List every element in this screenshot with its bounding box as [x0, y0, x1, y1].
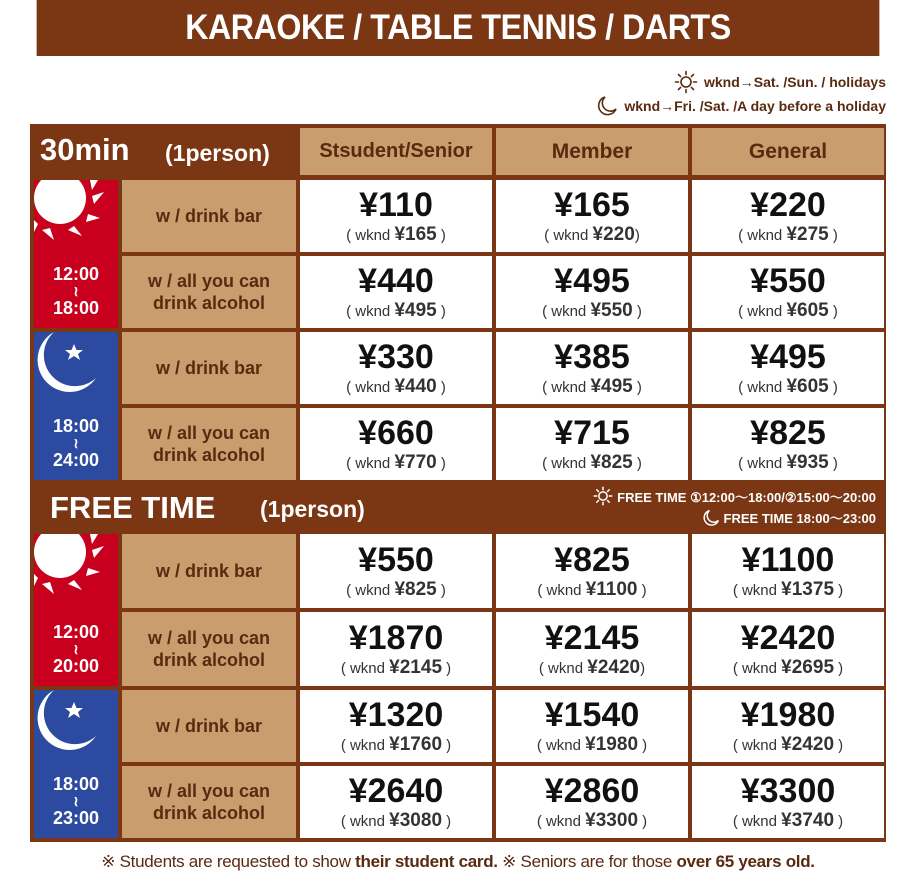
footer-bold-1: their student card.	[355, 852, 498, 871]
price: ¥495	[750, 337, 826, 376]
column-header-student: Stsudent/Senior	[300, 128, 492, 175]
legend-moon	[596, 95, 886, 117]
free-time-day-text: FREE TIME ①12:00～18:00/②15:00～20:00	[617, 489, 876, 505]
row-label-line1: w / all you can	[147, 781, 271, 801]
column-header-general: General	[692, 128, 884, 175]
price: ¥660	[358, 413, 434, 452]
price: ¥1870	[348, 618, 444, 657]
price-cell	[692, 690, 884, 762]
page-title: KARAOKE / TABLE TENNIS / DARTS	[37, 0, 880, 56]
weekend-price: ( wknd ¥440 )	[346, 375, 446, 397]
price: ¥440	[358, 261, 434, 300]
row-label-line2: drink alcohol	[152, 650, 265, 670]
time-start: 12:00	[52, 622, 100, 642]
weekend-price: ( wknd ¥495 )	[346, 299, 446, 321]
price-cell	[496, 332, 688, 404]
price: ¥330	[358, 337, 434, 376]
row-label-alcohol	[122, 766, 296, 838]
section2-title: FREE TIME	[50, 490, 216, 525]
sun-icon	[593, 486, 613, 506]
time-end: 24:00	[52, 450, 100, 470]
price-cell	[496, 690, 688, 762]
column-header-member: Member	[496, 128, 688, 175]
legend-moon-text: wknd→Fri. /Sat. /A day before a holiday	[624, 98, 886, 114]
weekend-price: ( wknd ¥3080 )	[340, 809, 452, 831]
price-cell	[300, 256, 492, 328]
row-label-drink-bar	[122, 690, 296, 762]
price-cell	[692, 180, 884, 252]
weekend-price: ( wknd ¥1375 )	[732, 578, 844, 600]
row-label-line1: w / drink bar	[155, 716, 263, 736]
price: ¥1540	[544, 695, 640, 734]
row-label-drink-bar	[122, 534, 296, 608]
row-label-drink-bar	[122, 180, 296, 252]
price: ¥110	[359, 185, 433, 224]
section1-subtitle: (1person)	[165, 140, 270, 166]
price-cell	[692, 408, 884, 480]
price-cell	[496, 612, 688, 686]
weekend-price: ( wknd ¥605 )	[738, 375, 838, 397]
moon-icon	[702, 509, 720, 527]
time-separator: ≀	[73, 793, 79, 809]
row-label-alcohol	[122, 256, 296, 328]
price-cell	[496, 180, 688, 252]
price: ¥550	[358, 540, 434, 579]
weekend-price: ( wknd ¥2420 )	[732, 733, 844, 755]
price: ¥2860	[544, 771, 640, 810]
price-cell	[496, 408, 688, 480]
time-start: 18:00	[52, 774, 100, 794]
weekend-price: ( wknd ¥2420)	[538, 656, 646, 678]
footer-bold-2: over 65 years old.	[676, 852, 815, 871]
price-cell	[496, 534, 688, 608]
row-label-drink-bar	[122, 332, 296, 404]
legend-sun	[674, 70, 886, 94]
weekend-price: ( wknd ¥495 )	[542, 375, 642, 397]
price-cell	[300, 408, 492, 480]
moon-icon	[34, 332, 118, 402]
weekend-price: ( wknd ¥2145 )	[340, 656, 452, 678]
row-label-line1: w / all you can	[147, 628, 271, 648]
weekend-price: ( wknd ¥275 )	[738, 223, 838, 245]
time-block-day-30min	[34, 180, 118, 328]
row-label-alcohol	[122, 408, 296, 480]
price: ¥385	[554, 337, 630, 376]
price-table	[30, 124, 886, 842]
price-cell	[300, 612, 492, 686]
time-end: 20:00	[52, 656, 100, 676]
weekend-price: ( wknd ¥220)	[544, 223, 640, 245]
row-label-alcohol	[122, 612, 296, 686]
price: ¥715	[554, 413, 630, 452]
sun-icon	[674, 70, 698, 94]
price: ¥1320	[348, 695, 444, 734]
free-time-night-text: FREE TIME 18:00～23:00	[723, 511, 876, 526]
price: ¥220	[750, 185, 826, 224]
weekend-price: ( wknd ¥1980 )	[536, 733, 648, 755]
price-cell	[300, 766, 492, 838]
row-label-line1: w / drink bar	[155, 206, 263, 226]
price-cell	[692, 534, 884, 608]
price-cell	[692, 332, 884, 404]
price: ¥825	[554, 540, 630, 579]
time-start: 12:00	[52, 264, 100, 284]
weekend-price: ( wknd ¥935 )	[738, 451, 838, 473]
row-label-line2: drink alcohol	[152, 803, 265, 823]
section2-subtitle: (1person)	[260, 496, 365, 522]
sun-icon	[34, 534, 118, 604]
free-time-note-night	[702, 508, 876, 527]
price: ¥2640	[348, 771, 444, 810]
price: ¥495	[554, 261, 630, 300]
free-time-note-day	[593, 486, 876, 506]
price-cell	[692, 766, 884, 838]
footer-text-1: ※ Students are requested to show	[101, 852, 356, 871]
row-label-line1: w / drink bar	[155, 358, 263, 378]
price-cell	[692, 612, 884, 686]
weekend-price: ( wknd ¥165 )	[346, 223, 446, 245]
price: ¥1100	[741, 540, 835, 579]
footer-text-2: ※ Seniors are for those	[497, 852, 677, 871]
row-label-line1: w / all you can	[147, 423, 271, 443]
weekend-price: ( wknd ¥825 )	[346, 578, 446, 600]
price: ¥2420	[740, 618, 836, 657]
weekend-price: ( wknd ¥605 )	[738, 299, 838, 321]
price-cell	[300, 690, 492, 762]
weekend-price: ( wknd ¥3300 )	[536, 809, 648, 831]
price: ¥2145	[544, 618, 640, 657]
weekend-price: ( wknd ¥2695 )	[732, 656, 844, 678]
time-separator: ≀	[73, 283, 79, 299]
weekend-price: ( wknd ¥550 )	[542, 299, 642, 321]
time-separator: ≀	[73, 641, 79, 657]
legend-sun-text: wknd→Sat. /Sun. / holidays	[703, 74, 886, 90]
time-block-night-freetime	[34, 690, 118, 838]
time-end: 18:00	[52, 298, 100, 318]
weekend-price: ( wknd ¥825 )	[542, 451, 642, 473]
row-label-line1: w / all you can	[147, 271, 271, 291]
sun-icon	[34, 180, 118, 250]
price-cell	[300, 534, 492, 608]
time-block-night-30min	[34, 332, 118, 480]
price: ¥825	[750, 413, 826, 452]
section1-title: 30min	[40, 132, 130, 167]
weekend-price: ( wknd ¥1100 )	[537, 578, 647, 600]
time-separator: ≀	[73, 435, 79, 451]
moon-icon	[596, 95, 618, 117]
price: ¥3300	[740, 771, 836, 810]
price: ¥165	[554, 185, 630, 224]
price-cell	[300, 180, 492, 252]
price-cell	[692, 256, 884, 328]
row-label-line2: drink alcohol	[152, 445, 265, 465]
time-block-day-freetime	[34, 534, 118, 686]
footer-note	[0, 852, 916, 872]
row-label-line1: w / drink bar	[155, 561, 263, 581]
moon-icon	[34, 690, 118, 760]
price: ¥1980	[740, 695, 836, 734]
weekend-price: ( wknd ¥1760 )	[340, 733, 452, 755]
price-cell	[300, 332, 492, 404]
price-cell	[496, 256, 688, 328]
price: ¥550	[750, 261, 826, 300]
row-label-line2: drink alcohol	[152, 293, 265, 313]
price-cell	[496, 766, 688, 838]
time-start: 18:00	[52, 416, 100, 436]
weekend-price: ( wknd ¥770 )	[346, 451, 446, 473]
time-end: 23:00	[52, 808, 100, 828]
weekend-price: ( wknd ¥3740 )	[732, 809, 844, 831]
